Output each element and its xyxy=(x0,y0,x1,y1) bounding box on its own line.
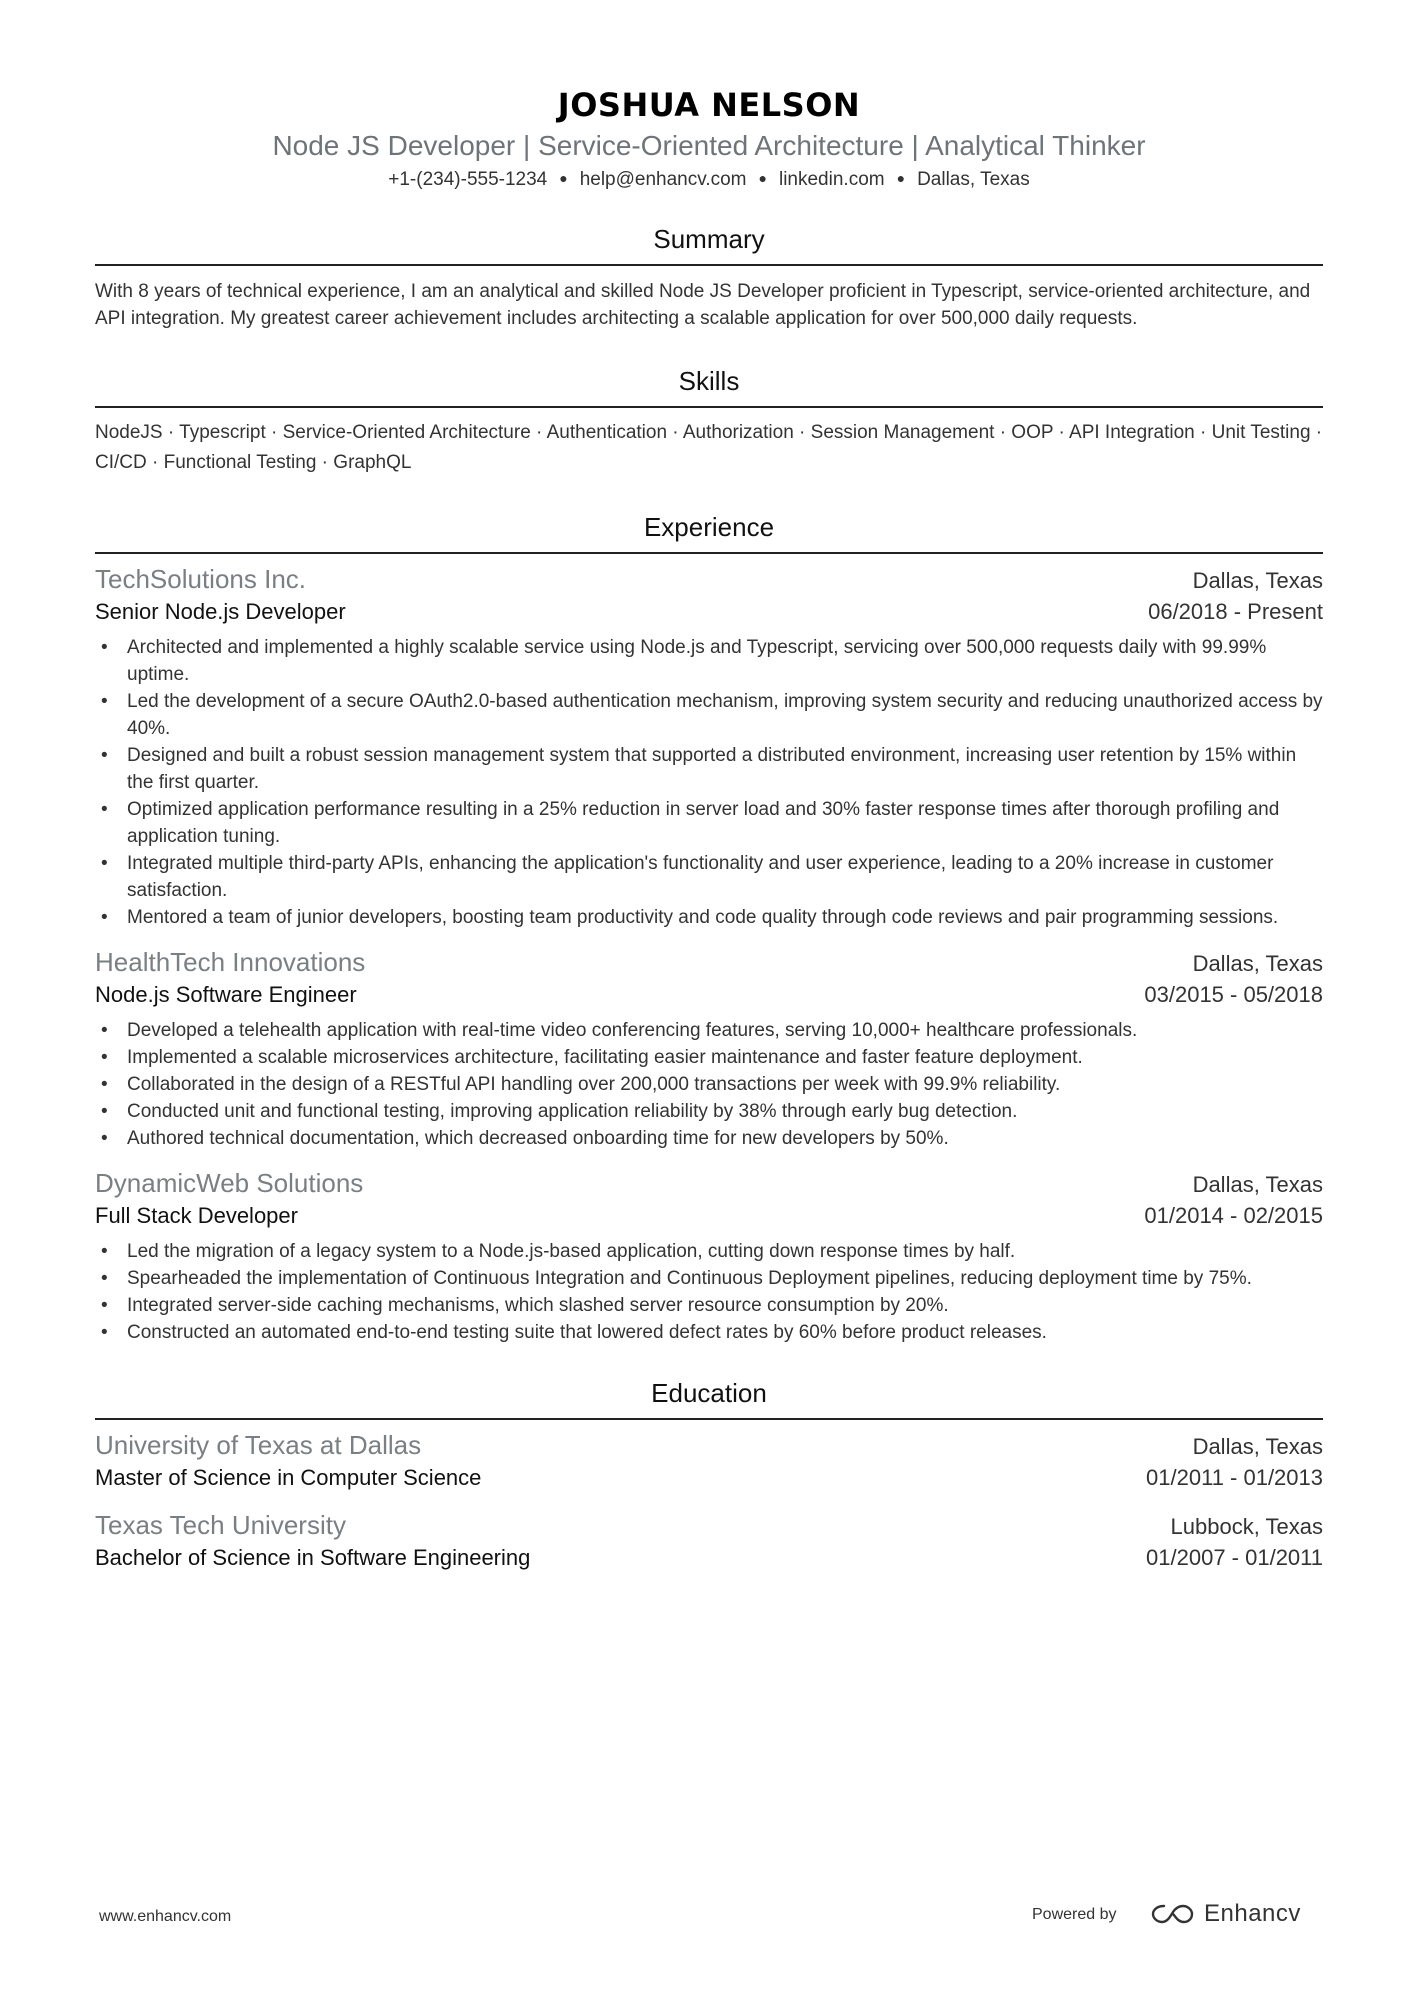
achievement-item: • Mentored a team of junior developers, boosting team productivity and code quality through code reviews and pair programming sessions. xyxy=(95,904,1323,931)
entry-header-row xyxy=(95,562,1323,596)
summary-text: With 8 years of technical experience, I am an analytical and skilled Node JS Developer proficient in Typescript, service-oriented architecture, and API integration. My greatest career achievement includes architecting a scalable application for over 500,000 daily requests. xyxy=(95,281,1311,329)
achievement-list xyxy=(95,1238,1323,1346)
school-location: Lubbock, Texas xyxy=(1170,1514,1323,1539)
entry-header-row xyxy=(95,1428,1323,1462)
experience-list xyxy=(95,562,1323,1346)
achievement-item: • Developed a telehealth application with real-time video conferencing features, serving 10,000+ healthcare professionals. xyxy=(95,1017,1323,1044)
resume-header xyxy=(95,0,1323,194)
school-name: Texas Tech University xyxy=(95,1510,346,1540)
achievement-item: • Conducted unit and functional testing, improving application reliability by 38% through early bug detection. xyxy=(95,1098,1323,1125)
achievement-item: • Integrated multiple third-party APIs, enhancing the application's functionality and user experience, leading to a 20% increase in customer satisfaction. xyxy=(95,850,1323,904)
entry-subheader-row xyxy=(95,1542,1323,1574)
skills-section xyxy=(95,364,1323,478)
entry-header-row xyxy=(95,945,1323,979)
summary-section xyxy=(95,222,1323,332)
bullet-separator: ● xyxy=(559,170,568,186)
achievement-item: • Optimized application performance resulting in a 25% reduction in server load and 30% faster response times after thorough profiling and application tuning. xyxy=(95,796,1323,850)
job-location: Dallas, Texas xyxy=(1192,568,1323,593)
achievement-item: • Integrated server-side caching mechanisms, which slashed server resource consumption by 20%. xyxy=(95,1292,1323,1319)
candidate-tagline: Node JS Developer | Service-Oriented Architecture | Analytical Thinker xyxy=(272,130,1146,161)
education-entry xyxy=(95,1428,1323,1494)
resume-page xyxy=(95,0,1323,1574)
entry-header-row xyxy=(95,1166,1323,1200)
bullet-separator: ● xyxy=(896,170,906,186)
achievement-item: • Constructed an automated end-to-end testing suite that lowered defect rates by 60% before product releases. xyxy=(95,1319,1323,1346)
job-location: Dallas, Texas xyxy=(1192,1172,1323,1197)
school-name: University of Texas at Dallas xyxy=(95,1430,422,1460)
achievement-item: • Led the migration of a legacy system to a Node.js-based application, cutting down response times by half. xyxy=(95,1238,1323,1265)
achievement-list xyxy=(95,1017,1323,1152)
entry-subheader-row xyxy=(95,979,1323,1011)
experience-entry xyxy=(95,945,1323,1152)
footer-url[interactable]: www.enhancv.com xyxy=(99,1908,232,1925)
achievement-item: • Implemented a scalable microservices architecture, facilitating easier maintenance and faster feature deployment. xyxy=(95,1044,1323,1071)
achievement-item: • Collaborated in the design of a RESTful API handling over 200,000 transactions per week with 99.9% reliability. xyxy=(95,1071,1323,1098)
achievement-item: • Led the development of a secure OAuth2.0-based authentication mechanism, improving system security and reducing unauthorized access by 40%. xyxy=(95,688,1323,742)
company-name: HealthTech Innovations xyxy=(95,947,366,977)
experience-entry xyxy=(95,1166,1323,1346)
degree-name: Bachelor of Science in Software Engineering xyxy=(95,1545,531,1570)
powered-by-label: Powered by xyxy=(1032,1906,1117,1923)
experience-section xyxy=(95,510,1323,1346)
skills-list: NodeJS · Typescript · Service-Oriented Architecture · Authentication · Authorization · Session Management · OOP · API Integration · Unit Testing · CI/CD · Functional Testing · GraphQL xyxy=(95,422,1323,473)
contact-line xyxy=(95,164,1323,194)
job-title: Full Stack Developer xyxy=(95,1203,298,1228)
contact-location: Dallas, Texas xyxy=(917,169,1030,190)
job-dates: 03/2015 - 05/2018 xyxy=(1144,982,1323,1007)
job-dates: 06/2018 - Present xyxy=(1148,599,1323,624)
job-dates: 01/2014 - 02/2015 xyxy=(1144,1203,1323,1228)
education-dates: 01/2011 - 01/2013 xyxy=(1146,1465,1323,1490)
entry-header-row xyxy=(95,1508,1323,1542)
education-entry xyxy=(95,1508,1323,1574)
education-list xyxy=(95,1428,1323,1574)
achievement-list xyxy=(95,634,1323,931)
enhancv-brand-text: Enhancv xyxy=(1204,1900,1301,1927)
company-name: TechSolutions Inc. xyxy=(95,564,307,594)
footer xyxy=(0,1900,1410,1940)
entry-subheader-row xyxy=(95,596,1323,628)
entry-subheader-row xyxy=(95,1200,1323,1232)
entry-subheader-row xyxy=(95,1462,1323,1494)
job-location: Dallas, Texas xyxy=(1192,951,1323,976)
enhancv-logo-icon xyxy=(1150,1901,1196,1927)
school-location: Dallas, Texas xyxy=(1192,1434,1323,1459)
candidate-name: JOSHUA NELSON xyxy=(557,86,861,124)
education-section xyxy=(95,1376,1323,1574)
bullet-separator: ● xyxy=(758,170,767,186)
achievement-item: • Architected and implemented a highly scalable service using Node.js and Typescript, servicing over 500,000 requests daily with 99.99% uptime. xyxy=(95,634,1323,688)
experience-entry xyxy=(95,562,1323,931)
job-title: Node.js Software Engineer xyxy=(95,982,357,1007)
section-title-education: Education xyxy=(95,1376,1323,1420)
company-name: DynamicWeb Solutions xyxy=(95,1168,364,1198)
education-dates: 01/2007 - 01/2011 xyxy=(1146,1545,1323,1570)
achievement-item: • Authored technical documentation, which decreased onboarding time for new developers by 50%. xyxy=(95,1125,1323,1152)
contact-phone: +1-(234)-555-1234 xyxy=(388,169,548,190)
enhancv-logo[interactable] xyxy=(1150,1900,1301,1928)
contact-email[interactable]: help@enhancv.com xyxy=(579,169,747,190)
achievement-item: • Spearheaded the implementation of Continuous Integration and Continuous Deployment pipelines, reducing deployment time by 75%. xyxy=(95,1265,1323,1292)
section-title-summary: Summary xyxy=(95,222,1323,266)
job-title: Senior Node.js Developer xyxy=(95,599,346,624)
contact-linkedin[interactable]: linkedin.com xyxy=(778,169,885,190)
degree-name: Master of Science in Computer Science xyxy=(95,1465,482,1490)
section-title-experience: Experience xyxy=(95,510,1323,554)
achievement-item: • Designed and built a robust session management system that supported a distributed environment, increasing user retention by 15% within the first quarter. xyxy=(95,742,1323,796)
section-title-skills: Skills xyxy=(95,364,1323,408)
